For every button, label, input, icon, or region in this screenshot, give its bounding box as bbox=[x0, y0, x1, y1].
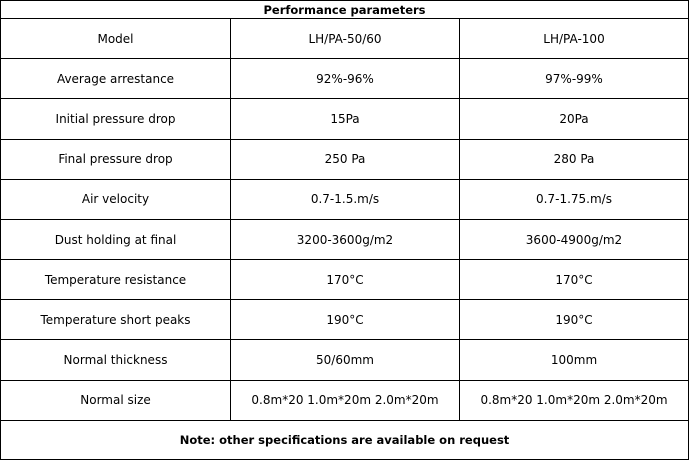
row-value-2: 280 Pa bbox=[460, 139, 689, 179]
row-label: Normal size bbox=[1, 380, 231, 420]
row-value-1: 0.7-1.5.m/s bbox=[231, 179, 460, 219]
table-row bbox=[1, 179, 689, 219]
row-value-2: 100mm bbox=[460, 340, 689, 380]
table-note-row bbox=[1, 420, 689, 459]
row-value-2: 0.8m*20 1.0m*20m 2.0m*20m bbox=[460, 380, 689, 420]
row-value-2: 170°C bbox=[460, 260, 689, 300]
row-label: Temperature short peaks bbox=[1, 300, 231, 340]
row-value-2: 3600-4900g/m2 bbox=[460, 219, 689, 259]
table-title: Performance parameters bbox=[1, 1, 689, 19]
row-value-1: LH/PA-50/60 bbox=[231, 19, 460, 59]
row-value-1: 3200-3600g/m2 bbox=[231, 219, 460, 259]
table-row bbox=[1, 139, 689, 179]
row-label: Initial pressure drop bbox=[1, 99, 231, 139]
row-label: Average arrestance bbox=[1, 59, 231, 99]
row-value-2: 190°C bbox=[460, 300, 689, 340]
table-row bbox=[1, 219, 689, 259]
row-value-2: 97%-99% bbox=[460, 59, 689, 99]
row-value-1: 50/60mm bbox=[231, 340, 460, 380]
row-label: Air velocity bbox=[1, 179, 231, 219]
row-value-2: LH/PA-100 bbox=[460, 19, 689, 59]
row-value-1: 250 Pa bbox=[231, 139, 460, 179]
table-title-row bbox=[1, 1, 689, 19]
table-row bbox=[1, 19, 689, 59]
table-row bbox=[1, 300, 689, 340]
table-row bbox=[1, 99, 689, 139]
row-value-1: 190°C bbox=[231, 300, 460, 340]
table-row bbox=[1, 260, 689, 300]
row-value-1: 170°C bbox=[231, 260, 460, 300]
row-label: Temperature resistance bbox=[1, 260, 231, 300]
row-label: Normal thickness bbox=[1, 340, 231, 380]
table-row bbox=[1, 380, 689, 420]
row-label: Dust holding at final bbox=[1, 219, 231, 259]
row-value-2: 0.7-1.75.m/s bbox=[460, 179, 689, 219]
row-value-2: 20Pa bbox=[460, 99, 689, 139]
row-value-1: 92%-96% bbox=[231, 59, 460, 99]
table-row bbox=[1, 59, 689, 99]
table-note: Note: other specifications are available on request bbox=[1, 420, 689, 459]
row-label: Final pressure drop bbox=[1, 139, 231, 179]
row-value-1: 0.8m*20 1.0m*20m 2.0m*20m bbox=[231, 380, 460, 420]
row-label: Model bbox=[1, 19, 231, 59]
table-row bbox=[1, 340, 689, 380]
row-value-1: 15Pa bbox=[231, 99, 460, 139]
